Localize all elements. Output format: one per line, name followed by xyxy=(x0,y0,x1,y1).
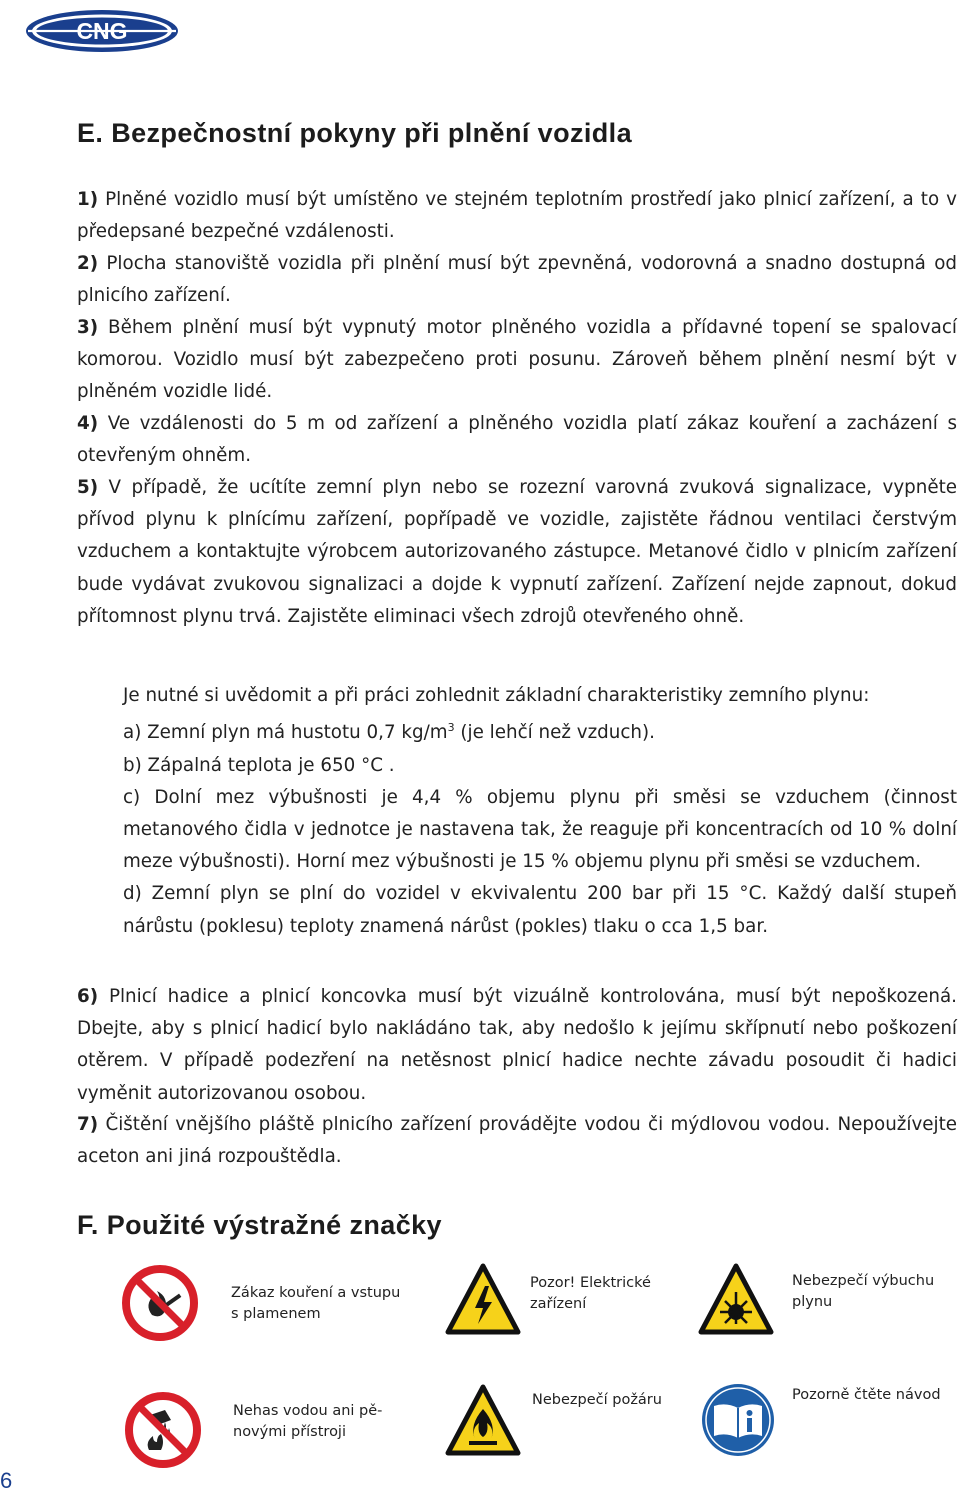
gas-item-b: b) Zápalná teplota je 650 °C . xyxy=(123,754,395,776)
sign-label-fire: Nebezpečí požáru xyxy=(532,1392,662,1408)
electric-hazard-icon xyxy=(445,1262,521,1338)
page-number: 6 xyxy=(0,1468,13,1493)
sign-label-explosion: Nebezpečí výbuchu plynu xyxy=(792,1273,935,1310)
gas-properties xyxy=(123,680,957,943)
item-2: 2) Plocha stanoviště vozidla při plnění musí být zpevněná, vodorovná a snadno dostupná od plnicího zařízení. xyxy=(77,253,957,307)
gas-item-c: c) Dolní mez výbušnosti je 4,4 % objemu plynu při směsi se vzduchem (činnost metanového čidla v jednotce je nastavena tak, že reaguje při koncentracích od 10 % dolní meze výbušnosti). Horní mez výbušnosti je 15 % objemu plynu při směsi se vzduchem. xyxy=(123,786,957,873)
item-4: 4) Ve vzdálenosti do 5 m od zařízení a plněného vozidla platí zákaz kouření a zacházení s otevřeným ohněm. xyxy=(77,413,957,467)
sign-label-manual: Pozorně čtěte návod xyxy=(792,1387,941,1403)
sign-label-electric: Pozor! Elektrické zařízení xyxy=(530,1275,651,1312)
sign-label-no-smoking: Zákaz kouření a vstupu s plamenem xyxy=(231,1285,401,1322)
cng-logo xyxy=(24,8,180,54)
read-manual-icon xyxy=(700,1382,776,1458)
item-5: 5) V případě, že ucítíte zemní plyn nebo se rozezní varovná zvuková signalizace, vypněte přívod plynu k plnícímu zařízení, popřípadě ve vozidle, zajistěte řádnou ventilaci čerstvým vzduchem a kontaktujte výrobcem autorizovaného zástupce. Metanové čidlo v plnicím zařízení bude vydávat zvukovou signalizaci a dojde k vypnutí zařízení. Zařízení nejde zapnout, dokud přítomnost plynu trvá. Zajistěte eliminaci všech zdrojů otevřeného ohně. xyxy=(77,477,957,627)
section-e-title: E. Bezpečnostní pokyny při plnění vozidla xyxy=(77,118,632,148)
explosion-hazard-icon xyxy=(698,1262,774,1338)
item-6: 6) Plnicí hadice a plnicí koncovka musí být vizuálně kontrolována, musí být nepoškozená. Dbejte, aby s plnicí hadicí bylo nakládáno tak, aby nedošlo k jejímu skřípnutí nebo poškození otěrem. V případě podezření na netěsnost plnicí hadice nechte závadu posoudit či hadici vyměnit autorizovanou osobou. xyxy=(77,986,957,1104)
item-3: 3) Během plnění musí být vypnutý motor plněného vozidla a přídavné topení se spalovací komorou. Vozidlo musí být zabezpečeno proti posunu. Zároveň během plnění nesmí být v plněném vozidle lidé. xyxy=(77,317,957,403)
item-1: 1) Plněné vozidlo musí být umístěno ve stejném teplotním prostředí jako plnicí zařízení, a to v předepsané bezpečné vzdálenosti. xyxy=(77,189,957,243)
gas-item-a: a) Zemní plyn má hustotu 0,7 $kg/m^3$ (je lehčí než vzduch). xyxy=(123,721,655,744)
gas-item-d: d) Zemní plyn se plní do vozidel v ekvivalentu 200 bar při 15 °C. Každý další stupeň nárůstu (poklesu) teploty znamená nárůst (pokles) tlaku o cca 1,5 bar. xyxy=(123,883,957,937)
no-water-extinguish-icon xyxy=(125,1392,201,1468)
no-smoking-open-flame-icon xyxy=(122,1265,198,1341)
item-7: 7) Čištění vnějšího pláště plnicího zařízení provádějte vodou či mýdlovou vodou. Nepoužívejte aceton ani jiná rozpouštědla. xyxy=(77,1114,958,1168)
gas-intro: Je nutné si uvědomit a při práci zohlednit základní charakteristiky zemního plynu: xyxy=(123,685,870,706)
section-f-title: F. Použité výstražné značky xyxy=(77,1210,442,1240)
svg-text:CNG: CNG xyxy=(76,18,128,44)
fire-hazard-icon xyxy=(445,1383,521,1459)
sign-label-no-water: Nehas vodou ani pěnovými přístroji xyxy=(233,1403,383,1440)
